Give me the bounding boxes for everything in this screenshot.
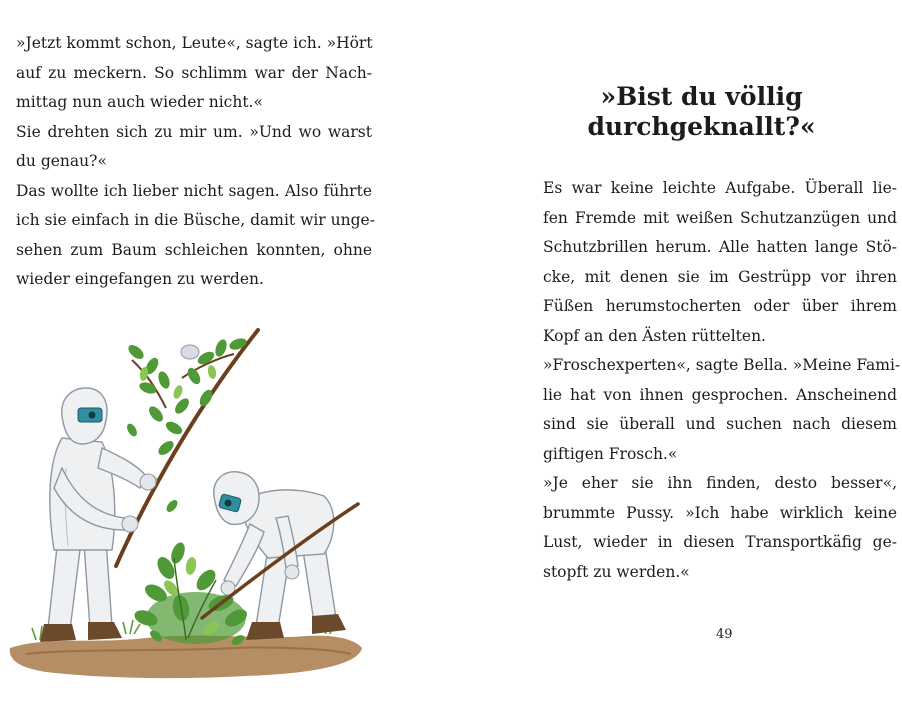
text-line: du genau?«	[16, 152, 107, 170]
text-line: Füßen herumstocherten oder über ihrem	[543, 297, 897, 315]
text-line: giftigen Frosch.«	[543, 444, 678, 463]
right-page	[451, 0, 902, 721]
text-line: sehen zum Baum schleichen konnten, ohne	[16, 240, 372, 259]
chapter-title-line: »Bist du völlig	[600, 82, 803, 111]
text-line: »Jetzt kommt schon, Leute«, sagte ich. »Hört	[16, 34, 373, 52]
chapter-title	[451, 82, 902, 142]
text-line: »Froschexperten«, sagte Bella. »Meine Fami-	[543, 356, 901, 374]
text-line: cke, mit denen sie im Gestrüpp vor ihren	[543, 267, 897, 286]
text-line: stopft zu werden.«	[543, 562, 690, 581]
text-line: Schutzbrillen herum. Alle hatten lange Stö-	[543, 238, 897, 256]
chapter-title-line: durchgeknallt?«	[587, 112, 816, 141]
illustration-frog-experts	[6, 318, 364, 690]
text-line: sind sie überall und suchen nach diesem	[543, 415, 897, 433]
right-body-text	[543, 174, 901, 587]
page-number: 49	[716, 627, 733, 642]
text-line: Sie drehten sich zu mir um. »Und wo warst	[16, 122, 372, 141]
text-line: Lust, wieder in diesen Transportkäfig ge-	[543, 533, 897, 551]
branch	[116, 330, 258, 566]
left-body-text	[16, 29, 375, 295]
text-line: fen Fremde mit weißen Schutzanzügen und	[543, 208, 897, 227]
text-line: brummte Pussy. »Ich habe wirklich keine	[543, 503, 897, 522]
text-line: auf zu meckern. So schlimm war der Nach-	[16, 63, 372, 82]
text-line: Das wollte ich lieber nicht sagen. Also führte	[16, 181, 372, 200]
text-line: lie hat von ihnen gesprochen. Anscheinend	[543, 385, 897, 404]
text-line: Kopf an den Ästen rüttelten.	[543, 326, 766, 345]
text-line: ich sie einfach in die Büsche, damit wir unge-	[16, 211, 375, 229]
text-line: mittag nun auch wieder nicht.«	[16, 93, 263, 111]
text-line: Es war keine leichte Aufgabe. Überall lie-	[543, 179, 897, 197]
text-line: »Je eher sie ihn finden, desto besser«,	[543, 474, 897, 492]
text-line: wieder eingefangen zu werden.	[16, 270, 264, 288]
